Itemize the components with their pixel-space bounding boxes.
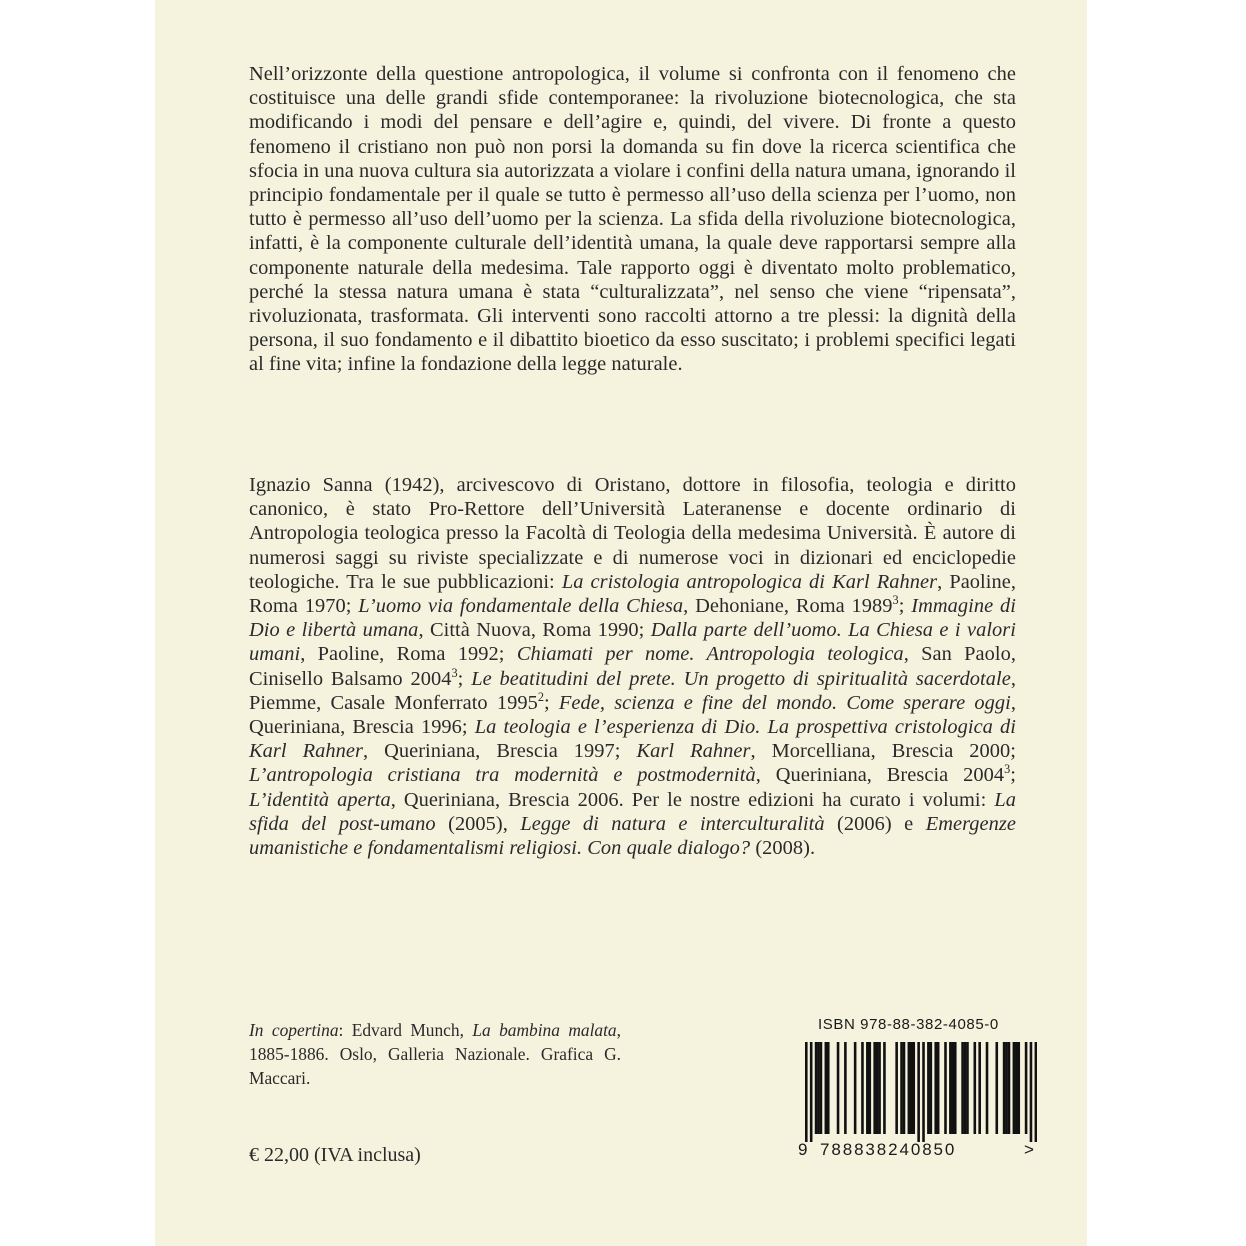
- credits-run: In copertina: [249, 1020, 339, 1040]
- bio-run: (2005),: [435, 812, 521, 835]
- bio-run: Immagine di Dio e libertà umana: [249, 595, 1016, 642]
- barcode-bar: [810, 1042, 813, 1142]
- bio-run: , Queriniana, Brescia 1996;: [249, 691, 1016, 739]
- bio-run: , Queriniana, Brescia 2004: [755, 764, 1005, 787]
- barcode-bar: [961, 1042, 964, 1134]
- barcode-bar: [917, 1042, 920, 1142]
- barcode-bar: [817, 1042, 820, 1134]
- barcode-bar: [868, 1042, 871, 1134]
- bio-run: Legge di natura e interculturalità: [520, 812, 825, 835]
- bio-run: , Paoline, Roma 1970;: [249, 570, 1016, 618]
- ean-arrow: >: [1024, 1140, 1034, 1159]
- barcode-bar: [1003, 1042, 1006, 1134]
- credits-run: , 1885-1886. Oslo, Galleria Nazionale. Grafica G. Maccari.: [249, 1020, 621, 1088]
- author-bio-paragraph: [249, 473, 1016, 860]
- barcode-bar: [825, 1042, 828, 1134]
- barcode-bar: [910, 1042, 913, 1134]
- barcode-bar: [1030, 1042, 1033, 1142]
- barcode-bar: [1017, 1042, 1020, 1134]
- bio-run: , Morcelliana, Brescia 2000;: [750, 740, 1016, 763]
- barcode-bar: [986, 1042, 989, 1134]
- bio-run: 3: [1004, 762, 1011, 777]
- bio-run: La sfida del post-umano: [249, 788, 1017, 835]
- bio-run: ;: [457, 667, 472, 690]
- bio-run: Fede, scienza e fine del mondo. Come sperare oggi: [558, 691, 1011, 714]
- barcode-bar: [934, 1042, 937, 1134]
- bio-run: ;: [544, 691, 559, 714]
- bio-run: L’antropologia cristiana tra modernità e postmodernità: [249, 764, 756, 787]
- barcode-bar: [903, 1042, 906, 1134]
- barcode-bar: [883, 1042, 886, 1134]
- barcode-bar: [1005, 1042, 1008, 1134]
- barcode-bar: [949, 1042, 952, 1134]
- barcode-bar: [1025, 1042, 1028, 1134]
- bio-run: , Paoline, Roma 1992;: [300, 643, 517, 666]
- bio-run: Karl Rahner: [636, 740, 751, 763]
- bio-run: , Città Nuova, Roma 1990;: [418, 619, 651, 642]
- bio-run: La cristologia antropologica di Karl Rahner: [561, 570, 938, 593]
- synopsis-text: [249, 62, 1016, 377]
- barcode-bar: [1015, 1042, 1018, 1134]
- barcode-bar: [930, 1042, 933, 1134]
- barcode-bar: [844, 1042, 847, 1134]
- barcode-bar: [837, 1042, 840, 1134]
- barcode-bar: [1035, 1042, 1037, 1142]
- barcode-bar: [964, 1042, 967, 1134]
- credits-run: La bambina malata: [472, 1020, 617, 1040]
- barcode-bar: [895, 1042, 898, 1134]
- bio-run: L’identità aperta: [249, 788, 391, 811]
- barcode-bar: [1013, 1042, 1016, 1134]
- bio-run: 3: [451, 665, 458, 680]
- synopsis-paragraph: Nell’orizzonte della questione antropologica, il volume si confronta con il fenomeno che costituisce una delle grandi sfide contemporanee: la rivoluzione biotecnologica, che sta modificando i modi del pensare e dell’agire e, quindi, del vivere. Di fronte a questo fenomeno il cristiano non può non porsi la domanda su fin dove la ricerca scientifica che sfocia in una nuova cultura sia autorizzata a violare i confini della natura umana, ignorando il principio fondamentale per il quale se tutto è permesso all’uso della scienza per l’uomo, non tutto è permesso all’uso dell’uomo per la scienza. La sfida della rivoluzione biotecnologica, infatti, è la componente culturale dell’identità umana, la quale deve rapportarsi sempre alla componente naturale della medesima. Tale rapporto oggi è diventato molto problematico, perché la stessa natura umana è stata “culturalizzata”, nel senso che viene “ripensata”, rivoluzionata, trasformata. Gli interventi sono raccolti attorno a tre plessi: la dignità della persona, il suo fondamento e il dibattito bioetico da esso suscitato; i problemi specifici legati al fine vita; infine la fondazione della legge naturale.: [249, 63, 1016, 376]
- barcode-bar: [820, 1042, 823, 1134]
- isbn-label: ISBN 978-88-382-4085-0: [818, 1016, 999, 1033]
- bio-run: 2: [537, 690, 544, 705]
- barcode-bar: [954, 1042, 957, 1134]
- barcode-bar: [815, 1042, 818, 1134]
- barcode-bar: [966, 1042, 969, 1134]
- ean-lead-digit: 9: [798, 1140, 808, 1159]
- barcode-bar: [974, 1042, 977, 1134]
- barcode-bar: [922, 1042, 925, 1142]
- bio-run: (2008).: [750, 837, 816, 860]
- barcode-bar: [866, 1042, 869, 1134]
- barcode-bar: [908, 1042, 911, 1134]
- bio-run: Dalla parte dell’uomo. La Chiesa e i valori umani: [249, 619, 1016, 666]
- bio-run: ;: [1010, 764, 1016, 787]
- barcode-bar: [873, 1042, 876, 1134]
- author-bio: [249, 473, 1016, 860]
- barcode-bar: [952, 1042, 955, 1134]
- barcode-bar: [878, 1042, 881, 1134]
- bio-run: Chiamati per nome. Antropologia teologica: [516, 643, 904, 666]
- barcode-bar: [805, 1042, 808, 1142]
- bio-run: , Piemme, Casale Monferrato 1995: [249, 667, 1016, 714]
- bio-run: 3: [892, 593, 899, 608]
- barcode-bar: [995, 1042, 998, 1134]
- barcode: [805, 1042, 1037, 1142]
- bio-run: Ignazio Sanna (1942), arcivescovo di Oristano, dottore in filosofia, teologia e diritto canonico, è stato Pro-Rettore dell’Università Lateranense e docente ordinario di Antropologia teologica presso la Facoltà di Teologia della medesima Università. È autore di numerosi saggi su riviste specializzate e di numerose voci in dizionari ed enciclopedie teologiche. Tra le sue pubblicazioni:: [249, 474, 1016, 593]
- barcode-bar: [944, 1042, 947, 1134]
- credits-run: : Edvard Munch,: [338, 1020, 473, 1040]
- bio-run: , Queriniana, Brescia 2006. Per le nostre edizioni ha curato i volumi:: [390, 788, 995, 811]
- barcode-bar: [900, 1042, 903, 1134]
- barcode-bar: [876, 1042, 879, 1134]
- bio-run: L’uomo via fondamentale della Chiesa: [358, 595, 684, 618]
- bio-run: La teologia e l’esperienza di Dio. La prospettiva cristologica di Karl Rahner: [249, 716, 1016, 763]
- barcode-bar: [827, 1042, 830, 1134]
- bio-run: , Dehoniane, Roma 1989: [683, 595, 893, 618]
- bio-run: Emergenze umanistiche e fondamentalismi religiosi. Con quale dialogo?: [249, 812, 1016, 860]
- cover-credits: [249, 1018, 621, 1090]
- bio-run: , Queriniana, Brescia 1997;: [362, 740, 637, 763]
- bio-run: Le beatitudini del prete. Un progetto di spiritualità sacerdotale: [471, 667, 1011, 690]
- bio-run: ;: [898, 595, 912, 618]
- barcode-bar: [861, 1042, 864, 1134]
- price-label: € 22,00 (IVA inclusa): [249, 1144, 421, 1166]
- barcode-bar: [937, 1042, 940, 1134]
- barcode-bar: [854, 1042, 857, 1134]
- barcode-bar: [978, 1042, 981, 1134]
- bio-run: , San Paolo, Cinisello Balsamo 2004: [249, 643, 1016, 690]
- barcode-bar: [912, 1042, 915, 1134]
- ean-digits: 788838240850: [820, 1140, 957, 1159]
- bio-run: (2006) e: [824, 812, 926, 835]
- barcode-bar: [1008, 1042, 1011, 1134]
- barcode-bar: [927, 1042, 930, 1134]
